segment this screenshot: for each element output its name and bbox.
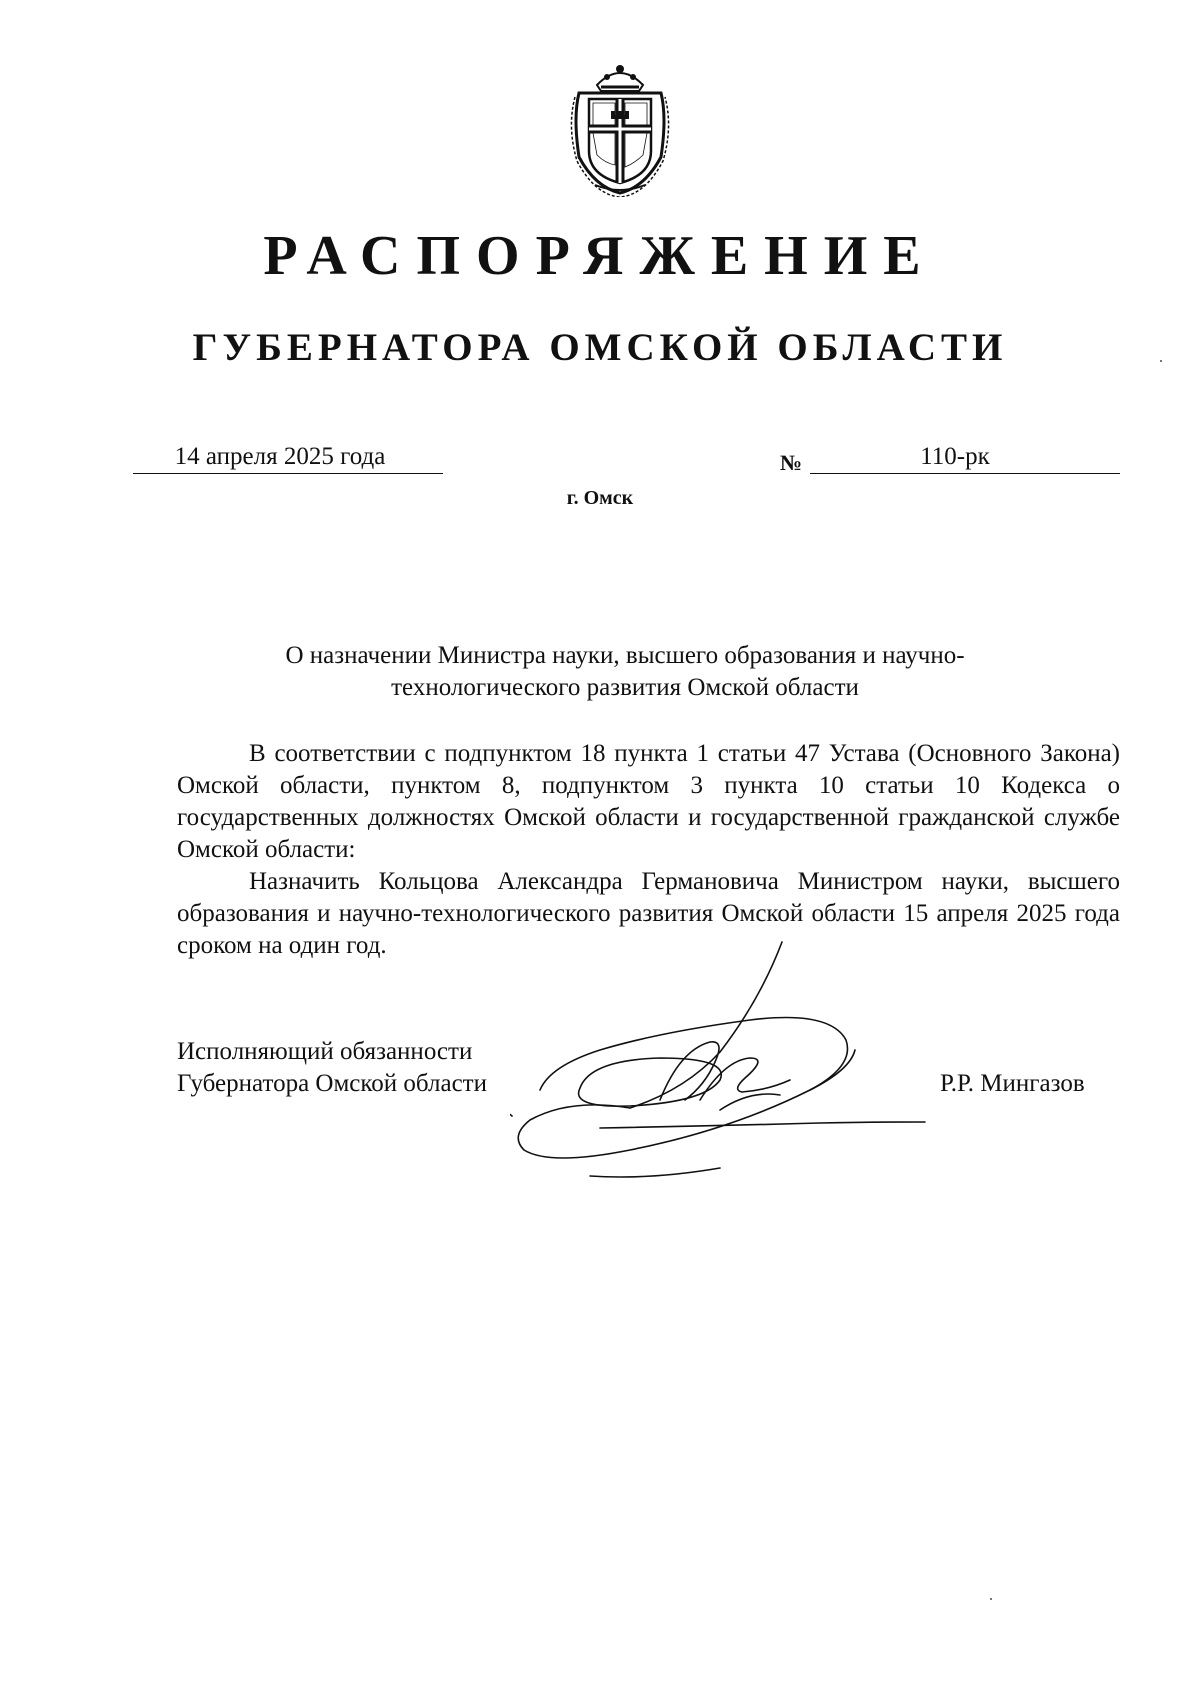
body-paragraph-1: В соответствии с подпунктом 18 пункта 1 статьи 47 Устава (Основного Закона) Омской области, пунктом 8, подпунктом 3 пункта 10 статьи 10 Кодекса о государственных должностях Омской области и государственной гражданской службе Омской области:: [177, 740, 1120, 863]
signatory-role-line-2: Губернатора Омской области: [177, 1070, 487, 1097]
document-subtitle: ГУБЕРНАТОРА ОМСКОЙ ОБЛАСТИ: [192, 326, 1008, 369]
heading-line-1: О назначении Министра науки, высшего образования и научно-: [285, 642, 965, 669]
document-number: 110-рк: [920, 443, 990, 470]
document-city: г. Омск: [566, 487, 634, 509]
signature-icon: [510, 940, 980, 1180]
signatory-role-line-1: Исполняющий обязанности: [177, 1038, 473, 1065]
number-label: №: [780, 450, 803, 475]
signatory-name: Р.Р. Мингазов: [940, 1070, 1085, 1097]
date-field: [133, 440, 443, 474]
scan-speck: [990, 1598, 992, 1600]
scan-speck: [1160, 360, 1162, 362]
number-field: [810, 440, 1120, 474]
signatory-role: [177, 1036, 487, 1100]
document-body: [177, 738, 1120, 962]
heading-line-2: технологического развития Омской области: [391, 674, 859, 701]
body-paragraph-2: Назначить Кольцова Александра Германовича Министром науки, высшего образования и научно-технологического развития Омской области 15 апреля 2025 года сроком на один год.: [177, 868, 1120, 959]
document-date: 14 апреля 2025 года: [174, 443, 386, 470]
coat-of-arms-icon: [565, 57, 675, 197]
document-heading: [240, 640, 1010, 704]
document-title: РАСПОРЯЖЕНИЕ: [263, 225, 937, 287]
